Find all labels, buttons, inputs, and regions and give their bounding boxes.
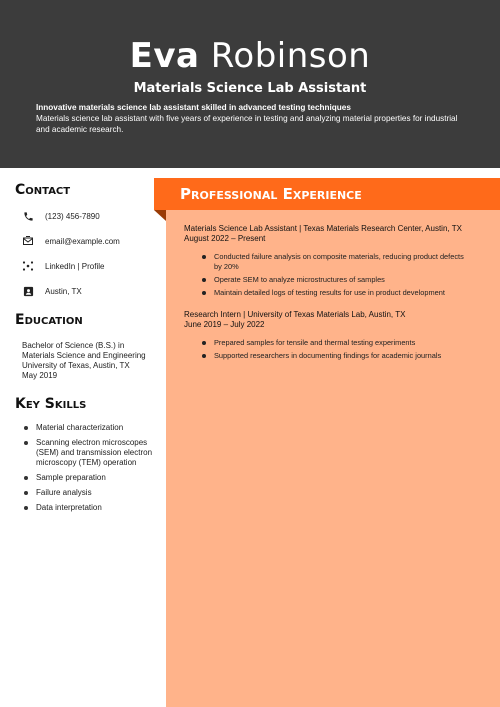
linkedin-text[interactable]: LinkedIn | Profile xyxy=(45,261,105,271)
first-name: Eva xyxy=(129,36,200,76)
phone-icon xyxy=(22,210,34,222)
duty-item: Operate SEM to analyze microstructures of samples xyxy=(200,275,470,285)
contact-phone xyxy=(22,209,100,223)
candidate-name xyxy=(0,36,500,76)
summary: Materials science lab assistant with five years of experience in testing and analyzing material properties for industrial and academic research. xyxy=(36,114,458,134)
tagline: Innovative materials science lab assistant skilled in advanced testing techniques xyxy=(36,103,351,112)
banner-fold xyxy=(154,210,166,221)
job-dates: June 2019 – July 2022 xyxy=(184,320,265,329)
job-duties xyxy=(200,252,470,298)
education-date: May 2019 xyxy=(22,371,58,380)
phone-text: (123) 456-7890 xyxy=(45,211,100,221)
skills-list xyxy=(22,423,162,518)
email-text[interactable]: email@example.com xyxy=(45,236,120,246)
skill-item: Data interpretation xyxy=(22,503,162,513)
skills-heading: Key Skills xyxy=(15,396,87,412)
email-icon xyxy=(22,235,34,247)
job-title-line: Materials Science Lab Assistant | Texas Materials Research Center, Austin, TX xyxy=(184,224,462,233)
job-title-line: Research Intern | University of Texas Materials Lab, Austin, TX xyxy=(184,310,406,319)
contact-email[interactable] xyxy=(22,234,120,248)
skill-item: Scanning electron microscopes (SEM) and transmission electron microscopy (TEM) operation xyxy=(22,438,162,468)
contact-linkedin[interactable] xyxy=(22,259,104,273)
job-title: Materials Science Lab Assistant xyxy=(133,81,367,96)
education-heading: Education xyxy=(15,312,83,328)
contact-location xyxy=(22,284,82,298)
duty-item: Maintain detailed logs of testing results for use in product development xyxy=(200,288,470,298)
location-icon xyxy=(22,285,34,297)
job-duties xyxy=(200,338,470,361)
skill-item: Sample preparation xyxy=(22,473,162,483)
duty-item: Conducted failure analysis on composite materials, reducing product defects by 20% xyxy=(200,252,470,272)
last-name: Robinson xyxy=(210,36,371,76)
education-school: University of Texas, Austin, TX xyxy=(22,361,130,370)
contact-heading: Contact xyxy=(15,182,71,198)
location-text: Austin, TX xyxy=(45,286,82,296)
education-degree: Bachelor of Science (B.S.) in Materials Science and Engineering xyxy=(22,341,146,360)
job-entry xyxy=(184,224,484,301)
skill-item: Material characterization xyxy=(22,423,162,433)
duty-item: Supported researchers in documenting findings for academic journals xyxy=(200,351,470,361)
job-dates: August 2022 – Present xyxy=(184,234,266,243)
experience-heading: Professional Experience xyxy=(180,185,362,203)
linkedin-icon xyxy=(22,260,34,272)
skill-item: Failure analysis xyxy=(22,488,162,498)
job-entry xyxy=(184,310,484,364)
education-block xyxy=(22,341,152,381)
duty-item: Prepared samples for tensile and thermal testing experiments xyxy=(200,338,470,348)
resume-header xyxy=(0,0,500,168)
